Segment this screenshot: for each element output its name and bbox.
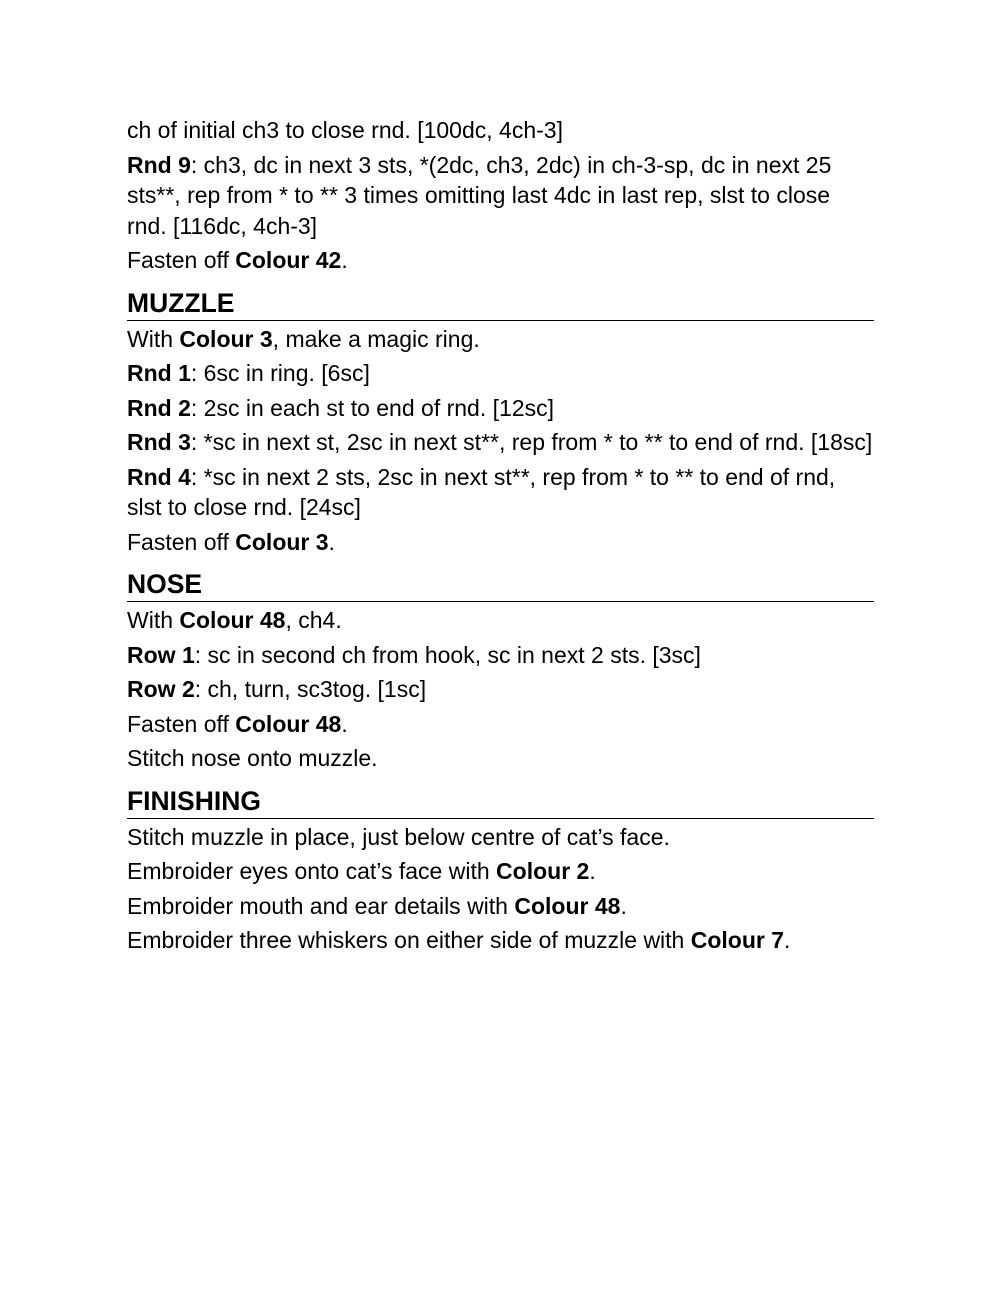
bold-run: Colour 48 [514, 892, 621, 919]
section-muzzle [127, 288, 874, 558]
text-run: : 2sc in each st to end of rnd. [12sc] [190, 394, 554, 421]
text-run: Stitch nose onto muzzle. [127, 745, 378, 771]
instruction-paragraph [127, 527, 874, 558]
bold-run: Rnd 4 [127, 463, 191, 490]
document-page [127, 115, 874, 960]
bold-run: Colour 3 [235, 528, 329, 555]
sections-block [127, 288, 874, 956]
instruction-paragraph [127, 462, 874, 523]
text-run: . [589, 858, 596, 884]
text-run: , ch4. [285, 607, 342, 633]
instruction-paragraph [127, 393, 874, 424]
text-run: : sc in second ch from hook, sc in next 2 sts. [3sc] [194, 641, 701, 668]
text-run: Embroider mouth and ear details with [127, 892, 515, 919]
instruction-paragraph [127, 856, 874, 887]
text-run: . [328, 528, 335, 555]
text-run: . [784, 927, 791, 953]
instruction-paragraph [127, 358, 874, 389]
instruction-paragraph [127, 674, 874, 705]
text-run: Fasten off [127, 710, 236, 737]
section-heading: FINISHING [127, 786, 874, 819]
instruction-paragraph [127, 640, 874, 671]
bold-run: Row 1 [127, 641, 195, 668]
text-run: With [127, 607, 180, 633]
text-run: . [620, 892, 627, 919]
bold-run: Colour 48 [235, 710, 342, 737]
text-run: : *sc in next st, 2sc in next st**, rep from * to ** to end of rnd. [18sc] [190, 429, 873, 455]
text-run: Embroider three whiskers on either side of muzzle with [127, 927, 691, 953]
instruction-paragraph [127, 605, 874, 636]
instruction-paragraph [127, 427, 874, 458]
intro-paragraph [127, 245, 874, 276]
text-run: ch of initial ch3 to close rnd. [100dc, 4ch-3] [127, 117, 563, 143]
section-heading: NOSE [127, 569, 874, 602]
instruction-paragraph [127, 324, 874, 355]
section-finishing [127, 786, 874, 956]
intro-paragraph [127, 150, 874, 242]
text-run: : ch3, dc in next 3 sts, *(2dc, ch3, 2dc) in ch-3-sp, dc in next 25 sts**, rep from * to ** 3 times omitting last 4dc in last rep, slst to close rnd. [116dc, 4ch-3] [127, 151, 832, 239]
bold-run: Colour 2 [496, 858, 590, 884]
section-nose [127, 569, 874, 774]
text-run: , make a magic ring. [272, 325, 480, 352]
text-run: Fasten off [127, 528, 236, 555]
bold-run: Rnd 9 [127, 151, 191, 178]
text-run: Embroider eyes onto cat’s face with [127, 858, 497, 884]
text-run: : *sc in next 2 sts, 2sc in next st**, rep from * to ** to end of rnd, slst to close rnd. [24sc] [127, 463, 836, 520]
bold-run: Rnd 3 [127, 429, 191, 455]
bold-run: Colour 7 [690, 927, 785, 953]
bold-run: Row 2 [127, 676, 195, 702]
instruction-paragraph [127, 743, 874, 774]
intro-paragraph [127, 115, 874, 146]
instruction-paragraph [127, 709, 874, 740]
bold-run: Rnd 1 [127, 360, 191, 386]
bold-run: Colour 48 [179, 607, 286, 633]
intro-block [127, 115, 874, 276]
bold-run: Rnd 2 [127, 394, 191, 421]
bold-run: Colour 42 [235, 247, 342, 273]
bold-run: Colour 3 [179, 325, 273, 352]
section-heading: MUZZLE [127, 288, 874, 321]
instruction-paragraph [127, 925, 874, 956]
instruction-paragraph [127, 822, 874, 853]
text-run: . [341, 710, 348, 737]
text-run: Stitch muzzle in place, just below centre of cat’s face. [127, 823, 670, 850]
text-run: Fasten off [127, 247, 236, 273]
text-run: : ch, turn, sc3tog. [1sc] [194, 676, 427, 702]
text-run: With [127, 325, 180, 352]
text-run: : 6sc in ring. [6sc] [190, 360, 370, 386]
instruction-paragraph [127, 891, 874, 922]
text-run: . [341, 247, 348, 273]
